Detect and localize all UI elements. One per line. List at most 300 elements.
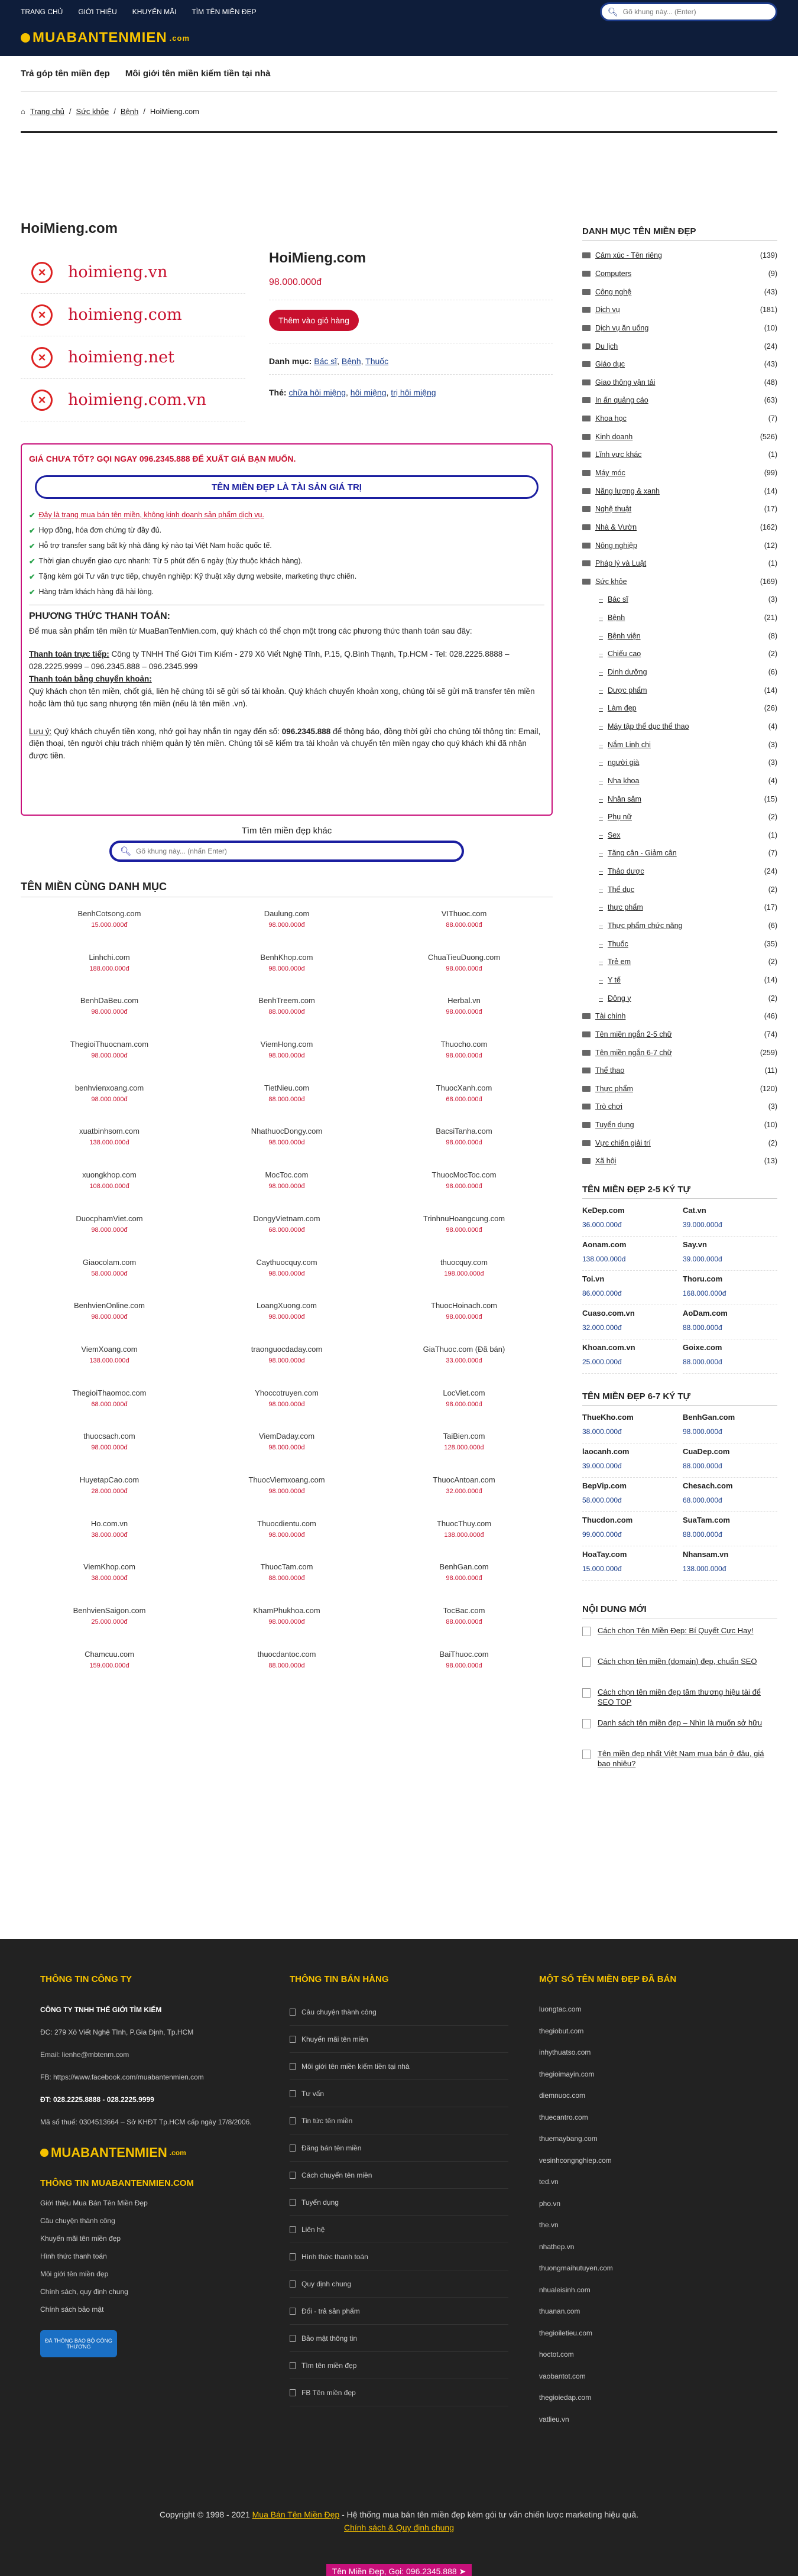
sidebar-item[interactable] [582,1007,777,1026]
sidebar-item-label[interactable] [582,1085,633,1093]
category-name[interactable]: Phụ nữ [607,813,632,822]
sidebar-item[interactable] [582,1134,777,1152]
domain-card[interactable] [375,1080,553,1124]
domain-card[interactable] [375,949,553,993]
category-name[interactable]: Nha khoa [607,776,640,785]
domain-name[interactable]: BenhCotsong.com [77,909,141,918]
domain-name[interactable]: Khoan.com.vn [582,1342,635,1352]
sidebar-item-label[interactable] [582,668,647,676]
sidebar-item-label[interactable] [582,777,639,785]
domain-name[interactable]: TietNieu.com [264,1083,310,1092]
category-name[interactable]: Nông nghiệp [595,541,637,550]
category-name[interactable]: Trẻ em [607,958,631,966]
category-name[interactable]: Y tế [607,975,621,984]
sidebar-item-label[interactable] [582,922,682,930]
domain-card[interactable] [21,1080,198,1124]
category-name[interactable]: Tên miền ngắn 2-5 chữ [595,1030,672,1039]
category-name[interactable]: thực phẩm [607,903,643,912]
footer-link[interactable] [290,2107,508,2134]
sold-domain[interactable]: thegioiedap.com [539,2393,592,2402]
footer-link-label[interactable]: Quy định chung [301,2279,352,2288]
sold-domain[interactable]: thegioiletieu.com [539,2328,593,2337]
domain-card[interactable] [683,1512,777,1546]
domain-name[interactable]: Goixe.com [683,1342,722,1352]
domain-name[interactable]: HuyetapCao.com [79,1475,140,1484]
sidebar-item-label[interactable] [582,885,634,894]
domain-card[interactable] [375,906,553,949]
domain-name[interactable]: CuaDep.com [683,1446,730,1456]
sidebar-item-label[interactable] [582,450,642,459]
tag-link[interactable]: chữa hôi miệng [288,388,346,397]
domain-name[interactable]: BenhvienSaigon.com [73,1606,146,1615]
footer-link[interactable] [290,2080,508,2107]
domain-card[interactable] [198,1472,375,1516]
domain-card[interactable] [21,1036,198,1080]
sidebar-item-label[interactable] [582,614,625,622]
sidebar-item-label[interactable] [582,414,627,423]
sidebar-item-label[interactable] [582,1102,622,1111]
footer-link-label[interactable]: Liên hệ [301,2225,325,2234]
domain-name[interactable]: Thuocdientu.com [257,1519,316,1528]
category-name[interactable]: Nắm Linh chi [607,740,651,749]
sidebar-item[interactable] [582,917,777,935]
domain-name[interactable]: ThegioiThaomoc.com [72,1388,147,1397]
footer-logo[interactable]: MUABANTENMIEN .com [40,2145,259,2160]
domain-name[interactable]: Giaocolam.com [82,1257,137,1267]
sidebar-item[interactable] [582,880,777,898]
domain-card[interactable] [375,1036,553,1080]
domain-name[interactable]: MocToc.com [265,1170,309,1180]
sidebar-item[interactable] [582,699,777,718]
category-name[interactable]: Tài chính [595,1012,626,1021]
sidebar-item[interactable] [582,500,777,518]
footer-link[interactable] [290,2243,508,2270]
domain-card[interactable] [375,1428,553,1472]
tag-link[interactable]: hôi miệng [350,388,387,397]
footer-link-label[interactable]: Tư vấn [301,2089,325,2098]
footer-link[interactable]: Chính sách bảo mật [40,2305,104,2314]
sidebar-item[interactable] [582,627,777,645]
category-name[interactable]: Computers [595,269,632,278]
domain-name[interactable]: Cat.vn [683,1205,706,1215]
category-name[interactable]: Năng lượng & xanh [595,486,660,495]
domain-name[interactable]: DongyVietnam.com [253,1214,320,1223]
sidebar-item-label[interactable] [582,541,637,550]
sidebar-item[interactable] [582,989,777,1007]
sidebar-item[interactable] [582,718,777,736]
footer-link-label[interactable]: Khuyến mãi tên miền [301,2035,368,2043]
sidebar-item[interactable] [582,573,777,591]
domain-card[interactable] [198,1385,375,1429]
sidebar-item-label[interactable] [582,831,621,839]
category-name[interactable]: Sức khỏe [595,577,627,586]
category-name[interactable]: Làm đẹp [607,704,637,713]
footer-link-label[interactable]: Tìm tên miền đẹp [301,2361,357,2370]
domain-card[interactable] [683,1443,777,1478]
domain-name[interactable]: Herbal.vn [447,996,481,1005]
footer-link[interactable]: Chính sách, quy định chung [40,2288,128,2296]
domain-name[interactable]: KhamPhukhoa.com [253,1606,320,1615]
domain-card[interactable] [21,1646,198,1690]
footer-link-label[interactable]: Hình thức thanh toán [301,2252,368,2261]
sidebar-item[interactable] [582,663,777,682]
domain-card[interactable] [198,1036,375,1080]
domain-name[interactable]: Nhansam.vn [683,1549,729,1559]
domain-name[interactable]: thuocquy.com [440,1257,488,1267]
domain-name[interactable]: traonguocdaday.com [251,1344,323,1354]
breadcrumb-disease[interactable]: Bệnh [120,107,139,116]
footer-link-label[interactable]: Tin tức tên miền [301,2116,353,2125]
domain-name[interactable]: ViemXoang.com [81,1344,138,1354]
domain-name[interactable]: BenhTreem.com [258,996,315,1005]
domain-card[interactable] [375,1254,553,1298]
sidebar-item-label[interactable] [582,505,631,513]
category-name[interactable]: Nghệ thuật [595,505,632,514]
domain-name[interactable]: SuaTam.com [683,1515,730,1524]
sidebar-item-label[interactable] [582,867,644,875]
sidebar-item-label[interactable] [582,976,621,984]
sold-domain[interactable]: inhythuatso.com [539,2048,591,2057]
domain-card[interactable] [21,906,198,949]
domain-name[interactable]: HoaTay.com [582,1549,627,1559]
domain-name[interactable]: ThegioiThuocnam.com [70,1040,149,1049]
site-link[interactable]: Mua Bán Tên Miền Đẹp [252,2510,340,2519]
offer-banner[interactable]: TÊN MIỀN ĐẸP LÀ TÀI SẢN GIÁ TRỊ [35,475,539,499]
domain-name[interactable]: Yhoccotruyen.com [255,1388,319,1397]
sold-domain[interactable]: diemnuoc.com [539,2091,586,2100]
domain-name[interactable]: ChuaTieuDuong.com [427,952,501,962]
category-name[interactable]: Vực chiến giải trí [595,1138,651,1147]
domain-name[interactable]: Chamcuu.com [85,1649,134,1659]
sidebar-item[interactable] [582,410,777,428]
domain-name[interactable]: Caythuocquy.com [256,1257,317,1267]
domain-name[interactable]: KeDep.com [582,1205,625,1215]
domain-name[interactable]: VIThuoc.com [441,909,487,918]
footer-link-label[interactable]: Môi giới tên miền kiếm tiền tại nhà [301,2062,410,2071]
category-name[interactable]: Chiếu cao [607,650,641,658]
domain-name[interactable]: xuatbinhsom.com [79,1127,140,1136]
category-name[interactable]: Sex [607,830,621,839]
category-name[interactable]: Kinh doanh [595,432,633,441]
domain-card[interactable] [582,1271,677,1305]
footer-link-label[interactable]: Tuyển dụng [301,2198,339,2207]
domain-name[interactable]: ViemDaday.com [258,1432,315,1441]
sidebar-item-label[interactable] [582,251,662,259]
domain-name[interactable]: Ho.com.vn [90,1519,128,1528]
domain-name[interactable]: ThuocAntoan.com [433,1475,495,1484]
sidebar-item[interactable] [582,862,777,881]
domain-name[interactable]: BaiThuoc.com [439,1649,489,1659]
domain-name[interactable]: Cuaso.com.vn [582,1308,635,1318]
category-name[interactable]: Giáo dục [595,360,625,369]
domain-name[interactable]: benhvienxoang.com [74,1083,144,1092]
category-name[interactable]: Cảm xúc - Tên riêng [595,251,663,260]
sidebar-item[interactable] [582,1098,777,1116]
sidebar-item-label[interactable] [582,288,631,296]
domain-name[interactable]: BenhGan.com [439,1562,489,1572]
domain-card[interactable] [582,1202,677,1237]
domain-name[interactable]: TrinhnuHoangcung.com [423,1214,505,1223]
category-name[interactable]: Khoa học [595,414,627,423]
domain-name[interactable]: BenhGan.com [683,1412,735,1422]
sold-domain[interactable]: nhualeisinh.com [539,2285,591,2294]
domain-name[interactable]: Daulung.com [264,909,310,918]
sidebar-item-label[interactable] [582,632,641,640]
domain-card[interactable] [198,1254,375,1298]
sidebar-item[interactable] [582,1116,777,1134]
domain-name[interactable]: ThuocTam.com [260,1562,313,1572]
sidebar-item[interactable] [582,645,777,663]
footer-link[interactable]: Khuyến mãi tên miền đẹp [40,2234,121,2243]
sidebar-item-label[interactable] [582,813,632,821]
domain-name[interactable]: GiaThuoc.com (Đã bán) [423,1344,505,1354]
category-name[interactable]: Du lịch [595,342,618,351]
policy-link[interactable]: Chính sách & Quy định chung [343,2523,454,2532]
category-name[interactable]: Thực phẩm chức năng [607,922,683,930]
cat-link[interactable]: Bác sĩ [314,356,338,366]
sidebar-item-label[interactable] [582,595,628,604]
footer-link-label[interactable]: Bảo mật thông tin [301,2334,358,2343]
sidebar-item[interactable] [582,609,777,627]
category-name[interactable]: Dịch vụ ăn uống [595,323,649,332]
sidebar-item-label[interactable] [582,1049,672,1057]
domain-name[interactable]: laocanh.com [582,1446,630,1456]
category-name[interactable]: Dược phẩm [607,686,647,695]
domain-card[interactable] [582,1339,677,1374]
sidebar-item-label[interactable] [582,396,648,404]
news-title[interactable]: Tên miền đẹp nhất Việt Nam mua bán ở đâu, giá bao nhiêu? [598,1748,764,1769]
category-name[interactable]: Thể thao [595,1066,625,1075]
domain-card[interactable] [21,1428,198,1472]
domain-name[interactable]: DuocphamViet.com [76,1214,143,1223]
sold-domain[interactable]: the.vn [539,2221,559,2230]
domain-name[interactable]: ThuocHoinach.com [431,1301,497,1310]
news-item[interactable] [582,1656,777,1687]
domain-name[interactable]: Say.vn [683,1240,707,1249]
domain-card[interactable] [375,1646,553,1690]
sidebar-item[interactable] [582,1079,777,1098]
sidebar-item-label[interactable] [582,940,628,948]
sidebar-item[interactable] [582,735,777,754]
domain-card[interactable] [582,1546,677,1581]
sidebar-item[interactable] [582,283,777,301]
breadcrumb-home[interactable]: Trang chủ [30,107,64,116]
sold-domain[interactable]: thuemaybang.com [539,2134,598,2143]
domain-card[interactable] [21,1559,198,1602]
sold-domain[interactable]: thuongmaihutuyen.com [539,2264,613,2273]
category-name[interactable]: Bệnh [607,614,625,622]
sold-domain[interactable]: nhathep.vn [539,2242,575,2251]
sidebar-item-label[interactable] [582,1030,672,1039]
sidebar-item-label[interactable] [582,994,631,1003]
sold-domain[interactable]: vesinhcongnghiep.com [539,2156,612,2165]
category-name[interactable]: Thảo dược [607,867,644,876]
domain-card[interactable] [21,1385,198,1429]
sidebar-item-label[interactable] [582,523,637,531]
domain-card[interactable] [375,1341,553,1385]
domain-name[interactable]: ThuocXanh.com [436,1083,492,1092]
sidebar-item[interactable] [582,482,777,500]
news-title[interactable]: Cách chọn Tên Miền Đẹp: Bí Quyết Cực Hay! [598,1626,754,1635]
domain-name[interactable]: AoDam.com [683,1308,728,1318]
sold-domain[interactable]: hoctot.com [539,2350,574,2359]
sidebar-item[interactable] [582,1152,777,1170]
sidebar-item[interactable] [582,265,777,283]
category-name[interactable]: Pháp lý và Luật [595,559,647,568]
domain-name[interactable]: xuongkhop.com [82,1170,137,1180]
domain-name[interactable]: LocViet.com [443,1388,485,1397]
sidebar-item[interactable] [582,754,777,772]
category-name[interactable]: Nhà & Vườn [595,523,637,531]
domain-name[interactable]: LoangXuong.com [257,1301,317,1310]
sold-domain[interactable]: pho.vn [539,2199,561,2208]
sidebar-item[interactable] [582,808,777,826]
footer-link-label[interactable]: Đổi - trả sản phẩm [301,2306,360,2315]
category-name[interactable]: In ấn quảng cáo [595,396,648,405]
footer-link[interactable] [290,2162,508,2189]
domain-card[interactable] [375,1385,553,1429]
category-name[interactable]: Thể dục [607,885,635,894]
domain-name[interactable]: ThueKho.com [582,1412,634,1422]
category-name[interactable]: Thuốc [607,939,628,948]
sidebar-item-label[interactable] [582,1121,634,1129]
category-name[interactable]: Tăng cân - Giảm cân [607,849,677,858]
sidebar-item[interactable] [582,844,777,862]
sold-domain[interactable]: thuanan.com [539,2307,580,2316]
domain-card[interactable] [21,992,198,1036]
domain-name[interactable]: Toi.vn [582,1274,605,1283]
domain-card[interactable] [21,1472,198,1516]
sidebar-item-label[interactable] [582,795,641,803]
domain-card[interactable] [375,1559,553,1602]
sidebar-item[interactable] [582,355,777,374]
domain-card[interactable] [582,1512,677,1546]
category-name[interactable]: Bệnh viện [607,631,641,640]
domain-card[interactable] [21,1297,198,1341]
domain-card[interactable] [198,1428,375,1472]
sold-domain[interactable]: thegioimayin.com [539,2069,595,2078]
sidebar-item[interactable] [582,337,777,355]
footer-link[interactable] [290,2325,508,2352]
domain-card[interactable] [21,1211,198,1254]
sidebar-item[interactable] [582,935,777,953]
sidebar-item[interactable] [582,826,777,845]
sidebar-item[interactable] [582,1026,777,1044]
sidebar-item-label[interactable] [582,578,627,586]
domain-card[interactable] [198,1167,375,1211]
sold-domain[interactable]: ted.vn [539,2178,559,2186]
domain-name[interactable]: Chesach.com [683,1481,733,1490]
footer-link[interactable] [290,1998,508,2026]
footer-link-label[interactable]: Đăng bán tên miền [301,2143,362,2152]
domain-card[interactable] [198,1602,375,1646]
domain-card[interactable] [582,1478,677,1512]
domain-card[interactable] [21,1341,198,1385]
category-name[interactable]: Xã hội [595,1157,617,1166]
domain-name[interactable]: Aonam.com [582,1240,627,1249]
sidebar-item[interactable] [582,319,777,338]
sidebar-item-label[interactable] [582,487,660,495]
domain-card[interactable] [198,1559,375,1602]
breadcrumb-health[interactable]: Sức khỏe [76,107,109,116]
footer-link-label[interactable]: Câu chuyện thành công [301,2007,377,2016]
sidebar-item-label[interactable] [582,360,625,368]
category-name[interactable]: Máy móc [595,469,625,477]
sidebar-item-label[interactable] [582,306,620,314]
sidebar-item-label[interactable] [582,741,651,749]
domain-card[interactable] [683,1546,777,1581]
news-title[interactable]: Cách chọn tên miền (domain) đẹp, chuẩn SEO [598,1656,757,1666]
news-item[interactable] [582,1687,777,1718]
domain-card[interactable] [198,992,375,1036]
domain-name[interactable]: BenhDaBeu.com [80,996,139,1005]
sidebar-item[interactable] [582,301,777,319]
tag-link[interactable]: trị hôi miệng [391,388,436,397]
sidebar-item[interactable] [582,464,777,482]
search-input[interactable] [623,8,765,16]
domain-name[interactable]: TaiBien.com [443,1432,485,1441]
sold-domain[interactable]: vaobantot.com [539,2371,586,2380]
domain-card[interactable] [375,1297,553,1341]
domain-name[interactable]: BacsiTanha.com [436,1127,492,1136]
sidebar-item-label[interactable] [582,1139,651,1147]
cat-link[interactable]: Bệnh [341,356,361,366]
domain-card[interactable] [198,1297,375,1341]
domain-name[interactable]: Thuocho.com [440,1040,488,1049]
sidebar-item[interactable] [582,373,777,391]
sidebar-item[interactable] [582,898,777,917]
footer-link[interactable] [290,2189,508,2216]
domain-card[interactable] [375,1167,553,1211]
category-name[interactable]: Tuyển dụng [595,1121,634,1130]
category-name[interactable]: Trò chơi [595,1102,622,1111]
search-icon[interactable]: 🔍︎ [120,846,132,856]
sidebar-item-label[interactable] [582,958,631,966]
find-input[interactable] [136,847,443,855]
nav-promo[interactable]: KHUYẾN MÃI [132,8,177,16]
domain-card[interactable] [198,1516,375,1559]
sidebar-item[interactable] [582,427,777,446]
footer-link[interactable]: Hình thức thanh toán [40,2252,107,2260]
sidebar-item-label[interactable] [582,559,646,567]
sidebar-item-label[interactable] [582,1066,624,1075]
footer-link[interactable] [290,2352,508,2379]
domain-name[interactable]: TocBac.com [443,1606,485,1615]
nav-home[interactable]: TRANG CHỦ [21,8,63,16]
domain-card[interactable] [21,1167,198,1211]
domain-card[interactable] [582,1443,677,1478]
domain-name[interactable]: thuocsach.com [83,1432,135,1441]
sidebar-item-label[interactable] [582,686,647,695]
sidebar-item-label[interactable] [582,378,655,387]
category-name[interactable]: Thực phẩm [595,1084,633,1093]
news-item[interactable] [582,1718,777,1748]
news-title[interactable]: Danh sách tên miền đẹp – Nhìn là muốn sở hữu [598,1718,763,1727]
domain-card[interactable] [198,949,375,993]
category-name[interactable]: Giao thông vận tải [595,378,656,387]
domain-card[interactable] [375,1516,553,1559]
sidebar-item[interactable] [582,790,777,808]
footer-link[interactable]: Môi giới tên miền đẹp [40,2270,109,2278]
category-name[interactable]: Tên miền ngắn 6-7 chữ [595,1048,672,1057]
domain-card[interactable] [198,1646,375,1690]
sidebar-item-label[interactable] [582,704,637,712]
site-logo[interactable]: MUABANTENMIEN .com [21,30,190,46]
footer-link[interactable] [290,2298,508,2325]
domain-name[interactable]: ThuocMocToc.com [432,1170,497,1180]
domain-card[interactable] [683,1237,777,1271]
domain-name[interactable]: ThuocViemxoang.com [248,1475,325,1484]
